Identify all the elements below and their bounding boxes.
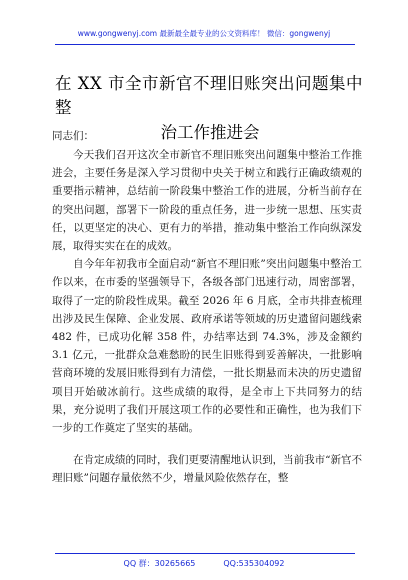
document-body	[52, 146, 362, 488]
footer-qq: QQ:535304092	[223, 559, 285, 568]
paragraph-3: 在肯定成绩的同时，我们更要清醒地认识到，当前我市“新官不理旧账”问题存量依然不少，增量风险依然存在，整	[52, 454, 362, 485]
footer-qq-group: QQ 群：30265665	[123, 559, 196, 568]
header-banner: www.gongwenyj.com 最新最全最专业的公文资料库！ 微信：gongwenyj	[77, 29, 331, 38]
salutation: 同志们：	[52, 130, 94, 142]
paragraph-1: 今天我们召开这次全市新官不理旧账突出问题集中整治工作推进会，主要任务是深入学习贯彻中央关于树立和践行正确政绩观的重要指示精神，总结前一阶段集中整治工作的进展，分析当前存在的突出问题，部署下一阶段的重点任务，进一步统一思想、压实责任，以更坚定的决心、更有力的举措，推动集中整治工作向纵深发展，取得实实在在的成效。	[52, 149, 362, 253]
title-line-2: 治工作推进会	[160, 123, 260, 142]
footer-divider	[55, 553, 355, 554]
header-divider	[55, 44, 355, 45]
title-line-1: 在 XX 市全市新官不理旧账突出问题集中整	[55, 74, 363, 117]
document-title	[55, 72, 365, 145]
paragraph-2: 自今年年初我市全面启动“新官不理旧账”突出问题集中整治工作以来，在市委的坚强领导下，各级各部门迅速行动，周密部署，取得了一定的阶段性成果。截至 2026 年 6 月底，全市共排查梳理出涉及民生保障、企业发展、政府承诺等领域的历史遗留问题线索 482 件，已成功化解 358 件，办结率达到 74.3%，涉及金额约 3.1 亿元，一批群众急难愁盼的民生旧账得到妥善解决，一批影响营商环境的发展旧账得到有力清偿，一批长期悬而未决的历史遗留项目开始破冰前行。这些成绩的取得，是全市上下共同努力的结果，充分说明了我们开展这项工作的必要性和正确性，也为我们下一步的工作奠定了坚实的基础。	[52, 258, 362, 435]
footer	[0, 558, 408, 569]
